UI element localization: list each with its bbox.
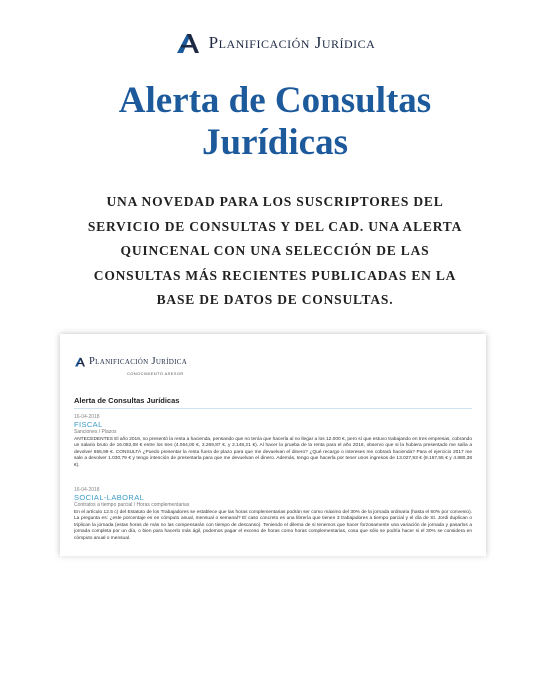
preview-entry xyxy=(74,414,472,469)
intro-line: SERVICIO DE CONSULTAS Y DEL CAD. UNA ALERTA xyxy=(87,218,463,234)
entry-subcategory: Sanciones / Plazos xyxy=(74,429,117,435)
preview-entry xyxy=(74,487,472,542)
pj-logo-icon xyxy=(74,357,86,367)
reflection-fade xyxy=(60,556,486,694)
newsletter-preview xyxy=(60,334,486,556)
page-title xyxy=(40,80,510,164)
entry-body: En el artículo 12.5 c) del Estatuto de los Trabajadores se establece que las horas complementarias podrán ser como máximo del 30% de la jornada ordinaria (hasta el 60% por convenio). La pregunta es: ¿este porcentaje es en cómputo anual, mensual o semanal? El caso concreto es una librería que tienen 3 trabajadores a tiempo parcial y el día de St. Jordi duplican o triplican la jornada (estas horas de más no las compensarán con tiempo de descanso). Teniendo el dilema de si tenemos que hacer forzosamente una variación de jornada y pasarlos a jornada completa por un día, o bien para hacerlo más ágil, podemos pagar el exceso de horas como horas complementarias, cosa que sólo se podría hacer si el 30% se considera en cómputo anual o mensual. xyxy=(74,510,472,541)
page-title-line-1: Alerta de Consultas xyxy=(118,80,432,121)
preview-brand xyxy=(74,356,187,367)
entry-body: ANTECEDENTES El año 2016, no presentó la renta a hacienda, pensando que no tenía que hacerla al no llegar a los 12.000 €, pero sí que estuvo trabajando en tres empresas, cobrando un salario bruto de 16.082,08 € entre los tres (4.064,00 €, 3.269,87 €, y 2.148,21 €). Al hacer la prueba de la renta para el año 2016, observo que si la hubiera presentado me salía a devolver 655,99 €. CONSULTA ¿Puedo presentar la renta fuera de plazo para que me devuelvan el dinero? ¿Qué recargo o intereses me cobrará hacienda? Para el ejercicio 2017 me sale a devolver 1.030,79 € y tengo intención de presentarla para que me devuelvan el dinero. Además, tengo que hacerla por tener unos ingresos de 13.027,93 € (8.167,55 € y 4.880,38 €). xyxy=(74,437,472,468)
preview-brand-name: Planificación Jurídica xyxy=(89,356,188,367)
preview-title: Alerta de Consultas Jurídicas xyxy=(74,396,180,405)
entry-date: 16-04-2018 xyxy=(74,414,100,420)
preview-reflection xyxy=(60,556,486,694)
entry-category: SOCIAL-LABORAL xyxy=(74,493,145,502)
entry-category: FISCAL xyxy=(74,420,103,429)
intro-line: UNA NOVEDAD PARA LOS SUSCRIPTORES DEL xyxy=(106,194,444,209)
intro-line: BASE DE DATOS DE CONSULTAS. xyxy=(156,292,394,307)
page-title-line-2: Jurídicas xyxy=(202,122,348,163)
intro-text xyxy=(60,190,490,313)
entry-subcategory: Contratos a tiempo parcial / Horas complementarias xyxy=(74,502,190,508)
entry-date: 16-04-2018 xyxy=(74,487,100,493)
brand-header xyxy=(0,32,550,54)
preview-tagline: CONOCIMIENTO ASESOR xyxy=(127,371,184,376)
preview-divider xyxy=(74,408,472,409)
intro-line: QUINCENAL CON UNA SELECCIÓN DE LAS xyxy=(120,243,430,258)
pj-logo-icon xyxy=(175,32,201,54)
brand-name: Planificación Jurídica xyxy=(208,33,376,52)
intro-line: CONSULTAS MÁS RECIENTES PUBLICADAS EN LA xyxy=(93,267,457,283)
